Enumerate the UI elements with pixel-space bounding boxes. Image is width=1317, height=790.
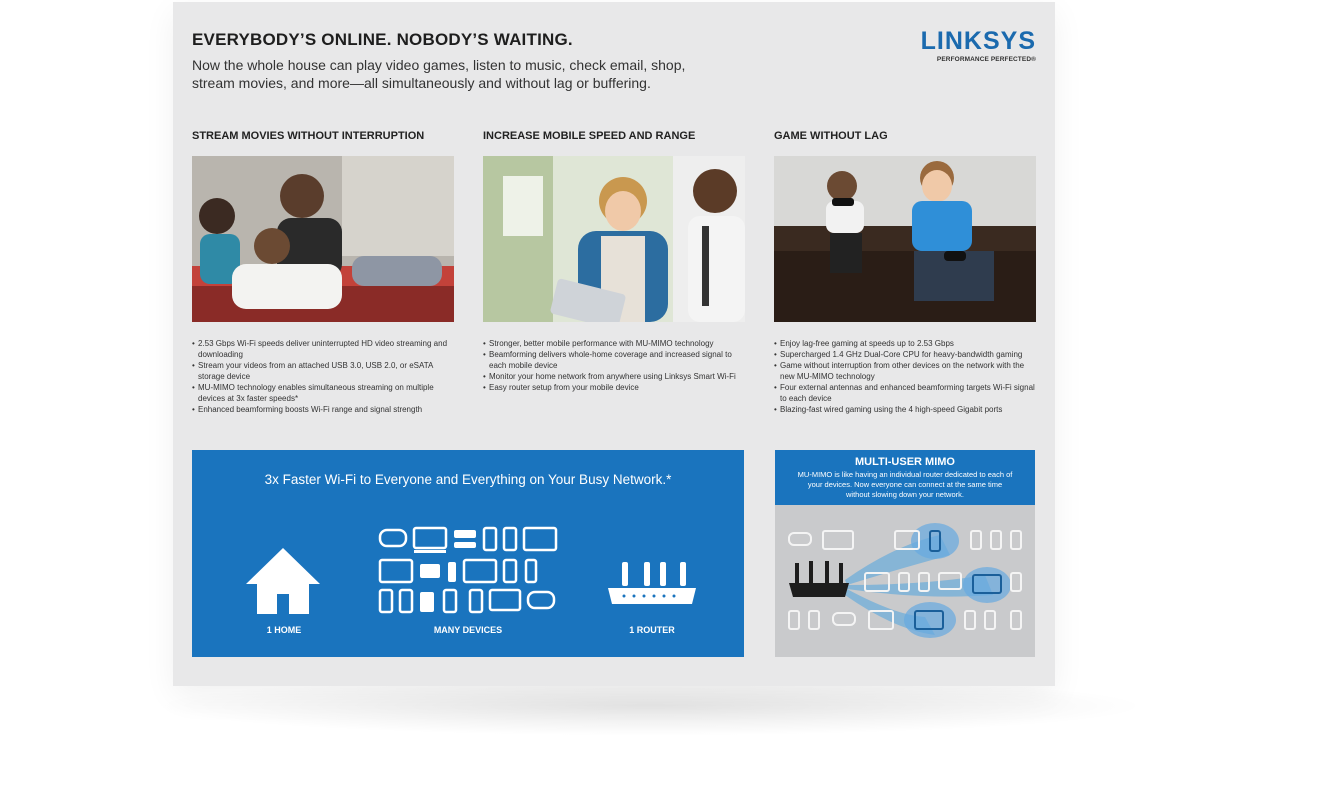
intro-text: Now the whole house can play video games, listen to music, check email, shop, stream movies, and more—all simultaneously and without lag or buffering. [192,57,686,91]
router-icon [604,562,700,612]
feature-column-stream [192,130,454,415]
bullet-item: • Stream your videos from an attached USB 3.0, USB 2.0, or eSATA storage device [192,360,454,382]
bullet-item: • MU-MIMO technology enables simultaneous streaming on multiple devices at 3x faster speeds* [192,382,454,404]
bullet-item: • Game without interruption from other devices on the network with the new MU-MIMO technology [774,360,1036,382]
bullet-item: • Stronger, better mobile performance with MU-MIMO technology [483,338,745,349]
mu-mimo-title: MULTI-USER MIMO [854,456,955,468]
bullet-item: • 2.53 Gbps Wi-Fi speeds deliver uninterrupted HD video streaming and downloading [192,338,454,360]
logo-wordmark: LINKSYS [920,27,1036,55]
bullet-item: • Enjoy lag-free gaming at speeds up to 2.53 Gbps [774,338,1036,349]
couple-tablet-photo [483,156,745,322]
bullet-item: • Monitor your home network from anywhere using Linksys Smart Wi-Fi [483,371,745,382]
feature-title: INCREASE MOBILE SPEED AND RANGE [483,130,696,142]
home-label: 1 HOME [266,625,302,635]
kids-gaming-photo [774,156,1036,322]
bullet-item: • Easy router setup from your mobile device [483,382,745,393]
bullet-item: • Enhanced beamforming boosts Wi-Fi range and signal strength [192,404,454,415]
mu-mimo-diagram [775,505,1035,657]
family-photo [192,156,454,322]
feature-column-mobile [483,130,745,393]
mu-mimo-description: MU-MIMO is like having an individual router dedicated to each of your devices. Now everyone can connect at the same time without slowing down your network. [797,470,1013,499]
bullet-item: • Supercharged 1.4 GHz Dual-Core CPU for heavy-bandwidth gaming [774,349,1036,360]
banner-title: 3x Faster Wi-Fi to Everyone and Everything on Your Busy Network.* [264,472,672,487]
speed-banner [192,450,744,657]
logo-tagline: PERFORMANCE PERFECTED® [936,56,1036,63]
linksys-logo [921,29,1036,63]
devices-label: MANY DEVICES [433,625,503,635]
router-label: 1 ROUTER [629,625,675,635]
devices-icon-group [378,526,558,616]
feature-title: STREAM MOVIES WITHOUT INTERRUPTION [192,130,425,142]
bullet-item: • Blazing-fast wired gaming using the 4 high-speed Gigabit ports [774,404,1036,415]
home-icon [244,546,322,616]
bullet-item: • Four external antennas and enhanced beamforming targets Wi-Fi signal to each device [774,382,1036,404]
feature-title: GAME WITHOUT LAG [774,130,888,142]
feature-column-gaming [774,130,1036,415]
product-box-back [173,2,1055,686]
bullet-item: • Beamforming delivers whole-home coverage and increased signal to each mobile device [483,349,745,371]
mu-mimo-panel [775,450,1035,657]
mu-mimo-header [775,450,1035,505]
headline: EVERYBODY’S ONLINE. NOBODY’S WAITING. [192,30,573,49]
